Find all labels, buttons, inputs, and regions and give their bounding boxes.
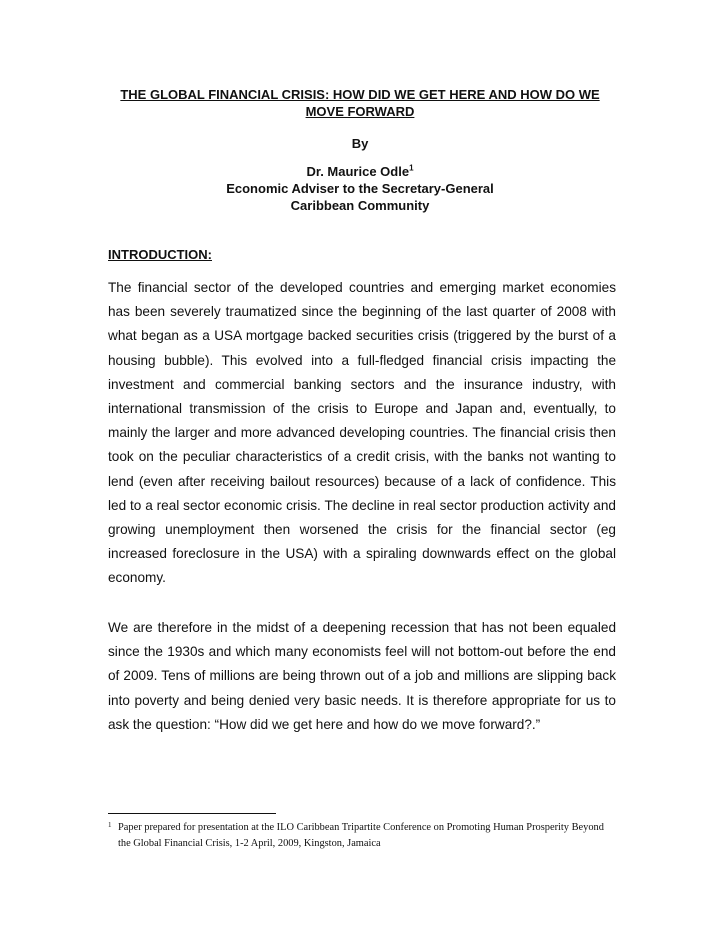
footnote-text: Paper prepared for presentation at the ILO Caribbean Tripartite Conference on Promoting Human Prosperity Beyond the Global Financial Crisis, 1-2 April, 2009, Kingston, Jamaica xyxy=(118,822,604,849)
document-title: THE GLOBAL FINANCIAL CRISIS: HOW DID WE GET HERE AND HOW DO WE MOVE FORWARD xyxy=(120,87,600,119)
footnote xyxy=(108,820,608,852)
author-block xyxy=(100,163,620,214)
byline-label: By xyxy=(351,136,369,151)
author-position: Economic Adviser to the Secretary-General xyxy=(226,181,494,196)
footnote-reference[interactable]: 1 xyxy=(409,163,414,173)
author-line xyxy=(100,163,620,180)
author-name: Dr. Maurice Odle xyxy=(306,164,410,179)
body-paragraph: The financial sector of the developed countries and emerging market economies has been severely traumatized since the beginning of the last quarter of 2008 with what began as a USA mortgage backed securities crisis (triggered by the burst of a housing bubble). This evolved into a full-fledged financial crisis impacting the investment and commercial banking sectors and the insurance industry, with international transmission of the crisis to Europe and Japan and, eventually, to mainly the larger and more advanced developing countries. The financial crisis then took on the peculiar characteristics of a credit crisis, with the banks not wanting to lend (even after receiving bailout resources) because of a lack of confidence. This led to a real sector economic crisis. The decline in real sector production activity and growing unemployment then worsened the crisis for the financial sector (eg increased foreclosure in the USA) with a spiraling downwards effect on the global economy. xyxy=(108,280,616,586)
section-heading-introduction: INTRODUCTION: xyxy=(108,247,212,262)
author-organization: Caribbean Community xyxy=(290,198,430,213)
body-paragraph: We are therefore in the midst of a deepening recession that has not been equaled since the 1930s and which many economists feel will not bottom-out before the end of 2009. Tens of millions are being thrown out of a job and millions are slipping back into poverty and being denied very basic needs. It is therefore appropriate for us to ask the question: “How did we get here and how do we move forward?.” xyxy=(108,620,616,732)
footnote-separator xyxy=(108,813,276,814)
footnote-marker: 1 xyxy=(108,821,112,829)
